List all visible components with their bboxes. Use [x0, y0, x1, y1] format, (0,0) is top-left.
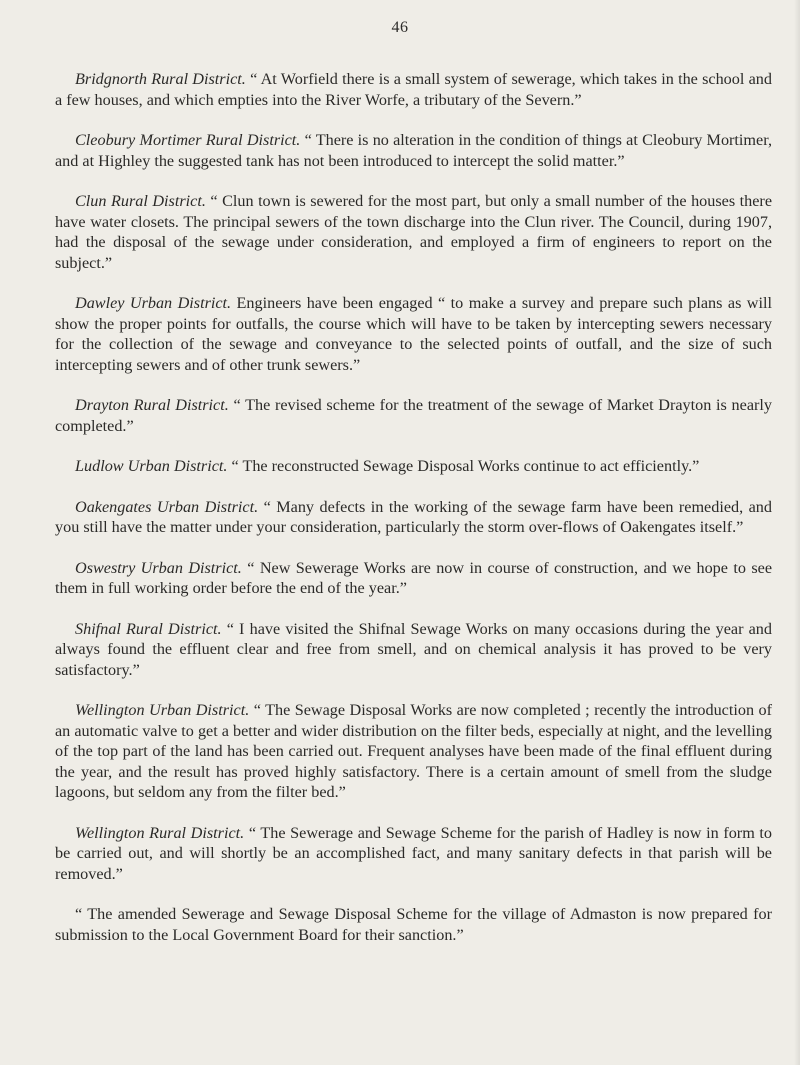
paragraph-text: “ The Sewerage and Sewage Scheme for the parish of Hadley is now in form to be carried out, and will shortly be an accomplished fact, and many sanitary defects in that parish will be removed.”	[55, 823, 773, 883]
district-heading: Wellington Rural District.	[75, 823, 245, 842]
paragraph-text: “ At Worfield there is a small system of sewerage, which takes in the school and a few houses, and which empties into the River Worfe, a tributary of the Severn.”	[55, 70, 772, 109]
paragraph-oswestry	[55, 558, 772, 599]
district-heading: Oakengates Urban District.	[75, 497, 259, 516]
paragraph-cleobury-mortimer	[55, 130, 772, 171]
paragraph-wellington-rural	[55, 823, 772, 885]
page-number: 46	[391, 19, 409, 36]
paragraph-dawley	[55, 293, 772, 375]
paragraph-text: “ The revised scheme for the treatment of the sewage of Market Drayton is nearly completed.”	[55, 396, 772, 435]
paragraph-text: “ Many defects in the working of the sewage farm have been remedied, and you still have the matter under your consideration, particularly the storm over-flows of Oakengates itself.”	[55, 497, 772, 536]
paragraph-oakengates	[55, 497, 772, 538]
district-heading: Cleobury Mortimer Rural District.	[75, 131, 301, 149]
district-heading: Ludlow Urban District.	[75, 457, 228, 475]
page-edge-shadow	[794, 0, 800, 1065]
paragraph-text: “ Clun town is sewered for the most part, but only a small number of the houses there have water closets. The principal sewers of the town discharge into the Clun river. The Council, during 1907, had the disposal of the sewage under consideration, and employed a firm of engineers to report on the subject.”	[55, 192, 772, 272]
paragraph-drayton	[55, 395, 772, 436]
paragraph-wellington-urban	[55, 700, 772, 803]
district-heading: Shifnal Rural District.	[75, 619, 222, 638]
district-heading: Bridgnorth Rural District.	[75, 70, 246, 88]
paragraph-bridgnorth	[55, 69, 772, 110]
paragraph-text: “ I have visited the Shifnal Sewage Works on many occasions during the year and always found the effluent clear and free from smell, and on chemical analysis it has proved to be very satisfactory.”	[55, 619, 772, 679]
paragraph-text: “ New Sewerage Works are now in course of construction, and we hope to see them in full working order before the end of the year.”	[55, 558, 773, 597]
paragraph-clun	[55, 191, 772, 273]
district-heading: Drayton Rural District.	[75, 396, 229, 414]
district-heading: Wellington Urban District.	[75, 701, 250, 719]
district-heading: Oswestry Urban District.	[75, 558, 242, 577]
paragraph-text: “ The Sewage Disposal Works are now completed ; recently the introduction of an automatic valve to get a better and wider distribution on the filter beds, especially at night, and the levelling of the top part of the land has been carried out. Frequent analyses have been made of the final effluent during the year, and the result has proved highly satisfactory. There is a certain amount of smell from the sludge lagoons, but seldom any from the filter bed.”	[55, 701, 773, 801]
body-text	[55, 69, 772, 965]
paragraph-admaston	[55, 904, 772, 945]
paragraph-text: “ There is no alteration in the condition of things at Cleobury Mortimer, and at Highley the suggested tank has not been introduced to intercept the solid matter.”	[55, 131, 772, 170]
paragraph-shifnal	[55, 619, 772, 681]
district-heading: Clun Rural District.	[75, 192, 206, 210]
paragraph-text: “ The reconstructed Sewage Disposal Works continue to act efficiently.”	[231, 457, 700, 475]
paragraph-text: “ The amended Sewerage and Sewage Disposal Scheme for the village of Admaston is now prepared for submission to the Local Government Board for their sanction.”	[55, 905, 772, 944]
district-heading: Dawley Urban District.	[75, 294, 232, 312]
paragraph-text: Engineers have been engaged “ to make a survey and prepare such plans as will show the proper points for outfalls, the course which will have to be taken by intercepting sewers necessary for the collection of the sewage and conveyance to the selected points of outfall, and the size of such intercepting sewers and of other trunk sewers.”	[55, 294, 772, 374]
paragraph-ludlow	[55, 456, 772, 477]
